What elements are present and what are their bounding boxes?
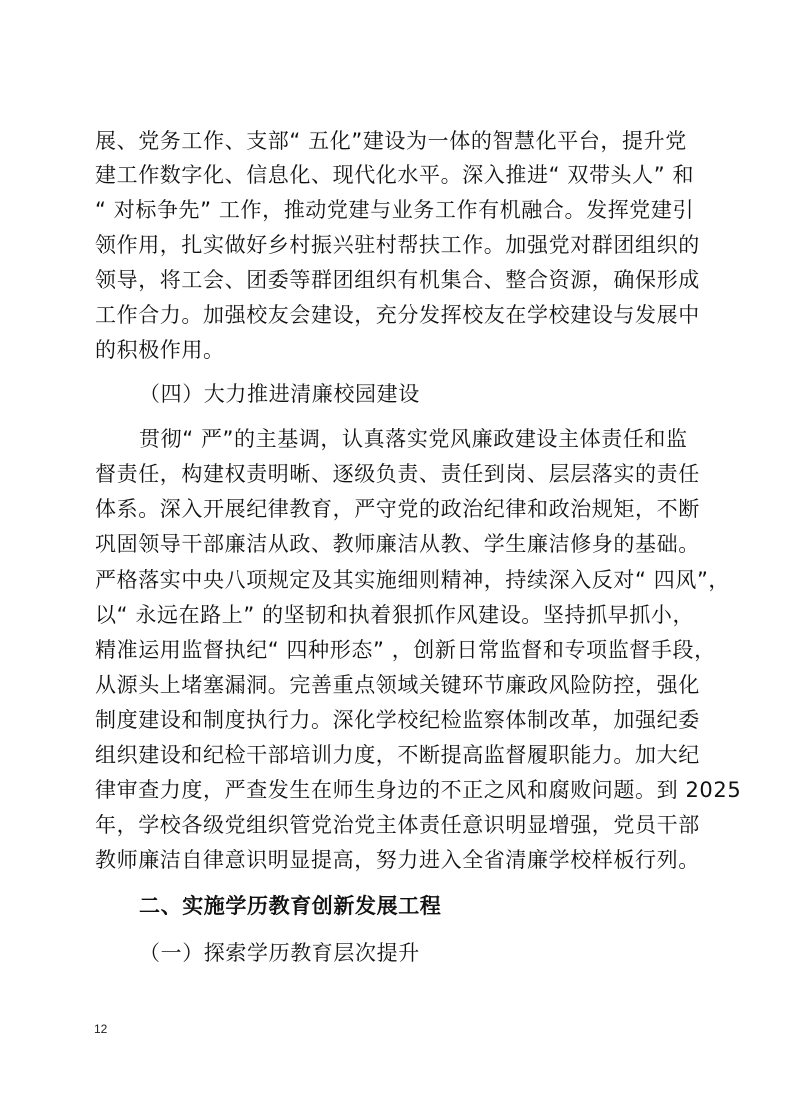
body-text-line: 建工作数字化、信息化、现代化水平。深入推进“ 双带头人” 和 <box>95 163 695 187</box>
body-text-line: 制度建设和制度执行力。深化学校纪检监察体制改革，加强纪委 <box>95 708 700 732</box>
page-number: 12 <box>94 1022 108 1036</box>
body-text-line: 贯彻“ 严”的主基调，认真落实党风廉政建设主体责任和监 <box>139 427 688 451</box>
body-text-line: 工作合力。加强校友会建设，充分发挥校友在学校建设与发展中 <box>95 303 700 327</box>
body-text-line: 领作用，扎实做好乡村振兴驻村帮扶工作。加强党对群团组织的 <box>95 233 700 257</box>
body-text-line: 以“ 永远在路上” 的坚韧和执着狠抓作风建设。坚持抓早抓小， <box>95 603 695 627</box>
body-text-line: 从源头上堵塞漏洞。完善重点领域关键环节廉政风险防控，强化 <box>95 673 700 697</box>
body-text-line: 严格落实中央八项规定及其实施细则精神，持续深入反对“ 四风”， <box>95 568 731 592</box>
chapter-heading: 二、实施学历教育创新发展工程 <box>139 894 442 918</box>
body-text-line: 精准运用监督执纪“ 四种形态” ，创新日常监督和专项监督手段， <box>95 638 716 662</box>
body-text-line: 教师廉洁自律意识明显提高，努力进入全省清廉学校样板行列。 <box>95 848 700 872</box>
body-text-line: 年，学校各级党组织管党治党主体责任意识明显增强，党员干部 <box>95 813 700 837</box>
section-heading: （四）大力推进清廉校园建设 <box>139 382 420 406</box>
body-text-line: 督责任，构建权责明晰、逐级负责、责任到岗、层层落实的责任 <box>95 462 700 486</box>
body-text-line: 领导，将工会、团委等群团组织有机集合、整合资源，确保形成 <box>95 268 700 292</box>
body-text-line: 组织建设和纪检干部培训力度，不断提高监督履职能力。加大纪 <box>95 743 700 767</box>
body-text-line: 体系。深入开展纪律教育，严守党的政治纪律和政治规矩，不断 <box>95 497 700 521</box>
body-text-line: 律审查力度，严查发生在师生身边的不正之风和腐败问题。到 2025 <box>95 778 742 802</box>
section-heading: （一）探索学历教育层次提升 <box>139 941 420 965</box>
body-text-line: 巩固领导干部廉洁从政、教师廉洁从教、学生廉洁修身的基础。 <box>95 532 700 556</box>
body-text-line: 的积极作用。 <box>95 338 225 362</box>
body-text-line: 展、党务工作、支部“ 五化”建设为一体的智慧化平台，提升党 <box>95 129 687 153</box>
body-text-line: “ 对标争先” 工作，推动党建与业务工作有机融合。发挥党建引 <box>95 198 695 222</box>
